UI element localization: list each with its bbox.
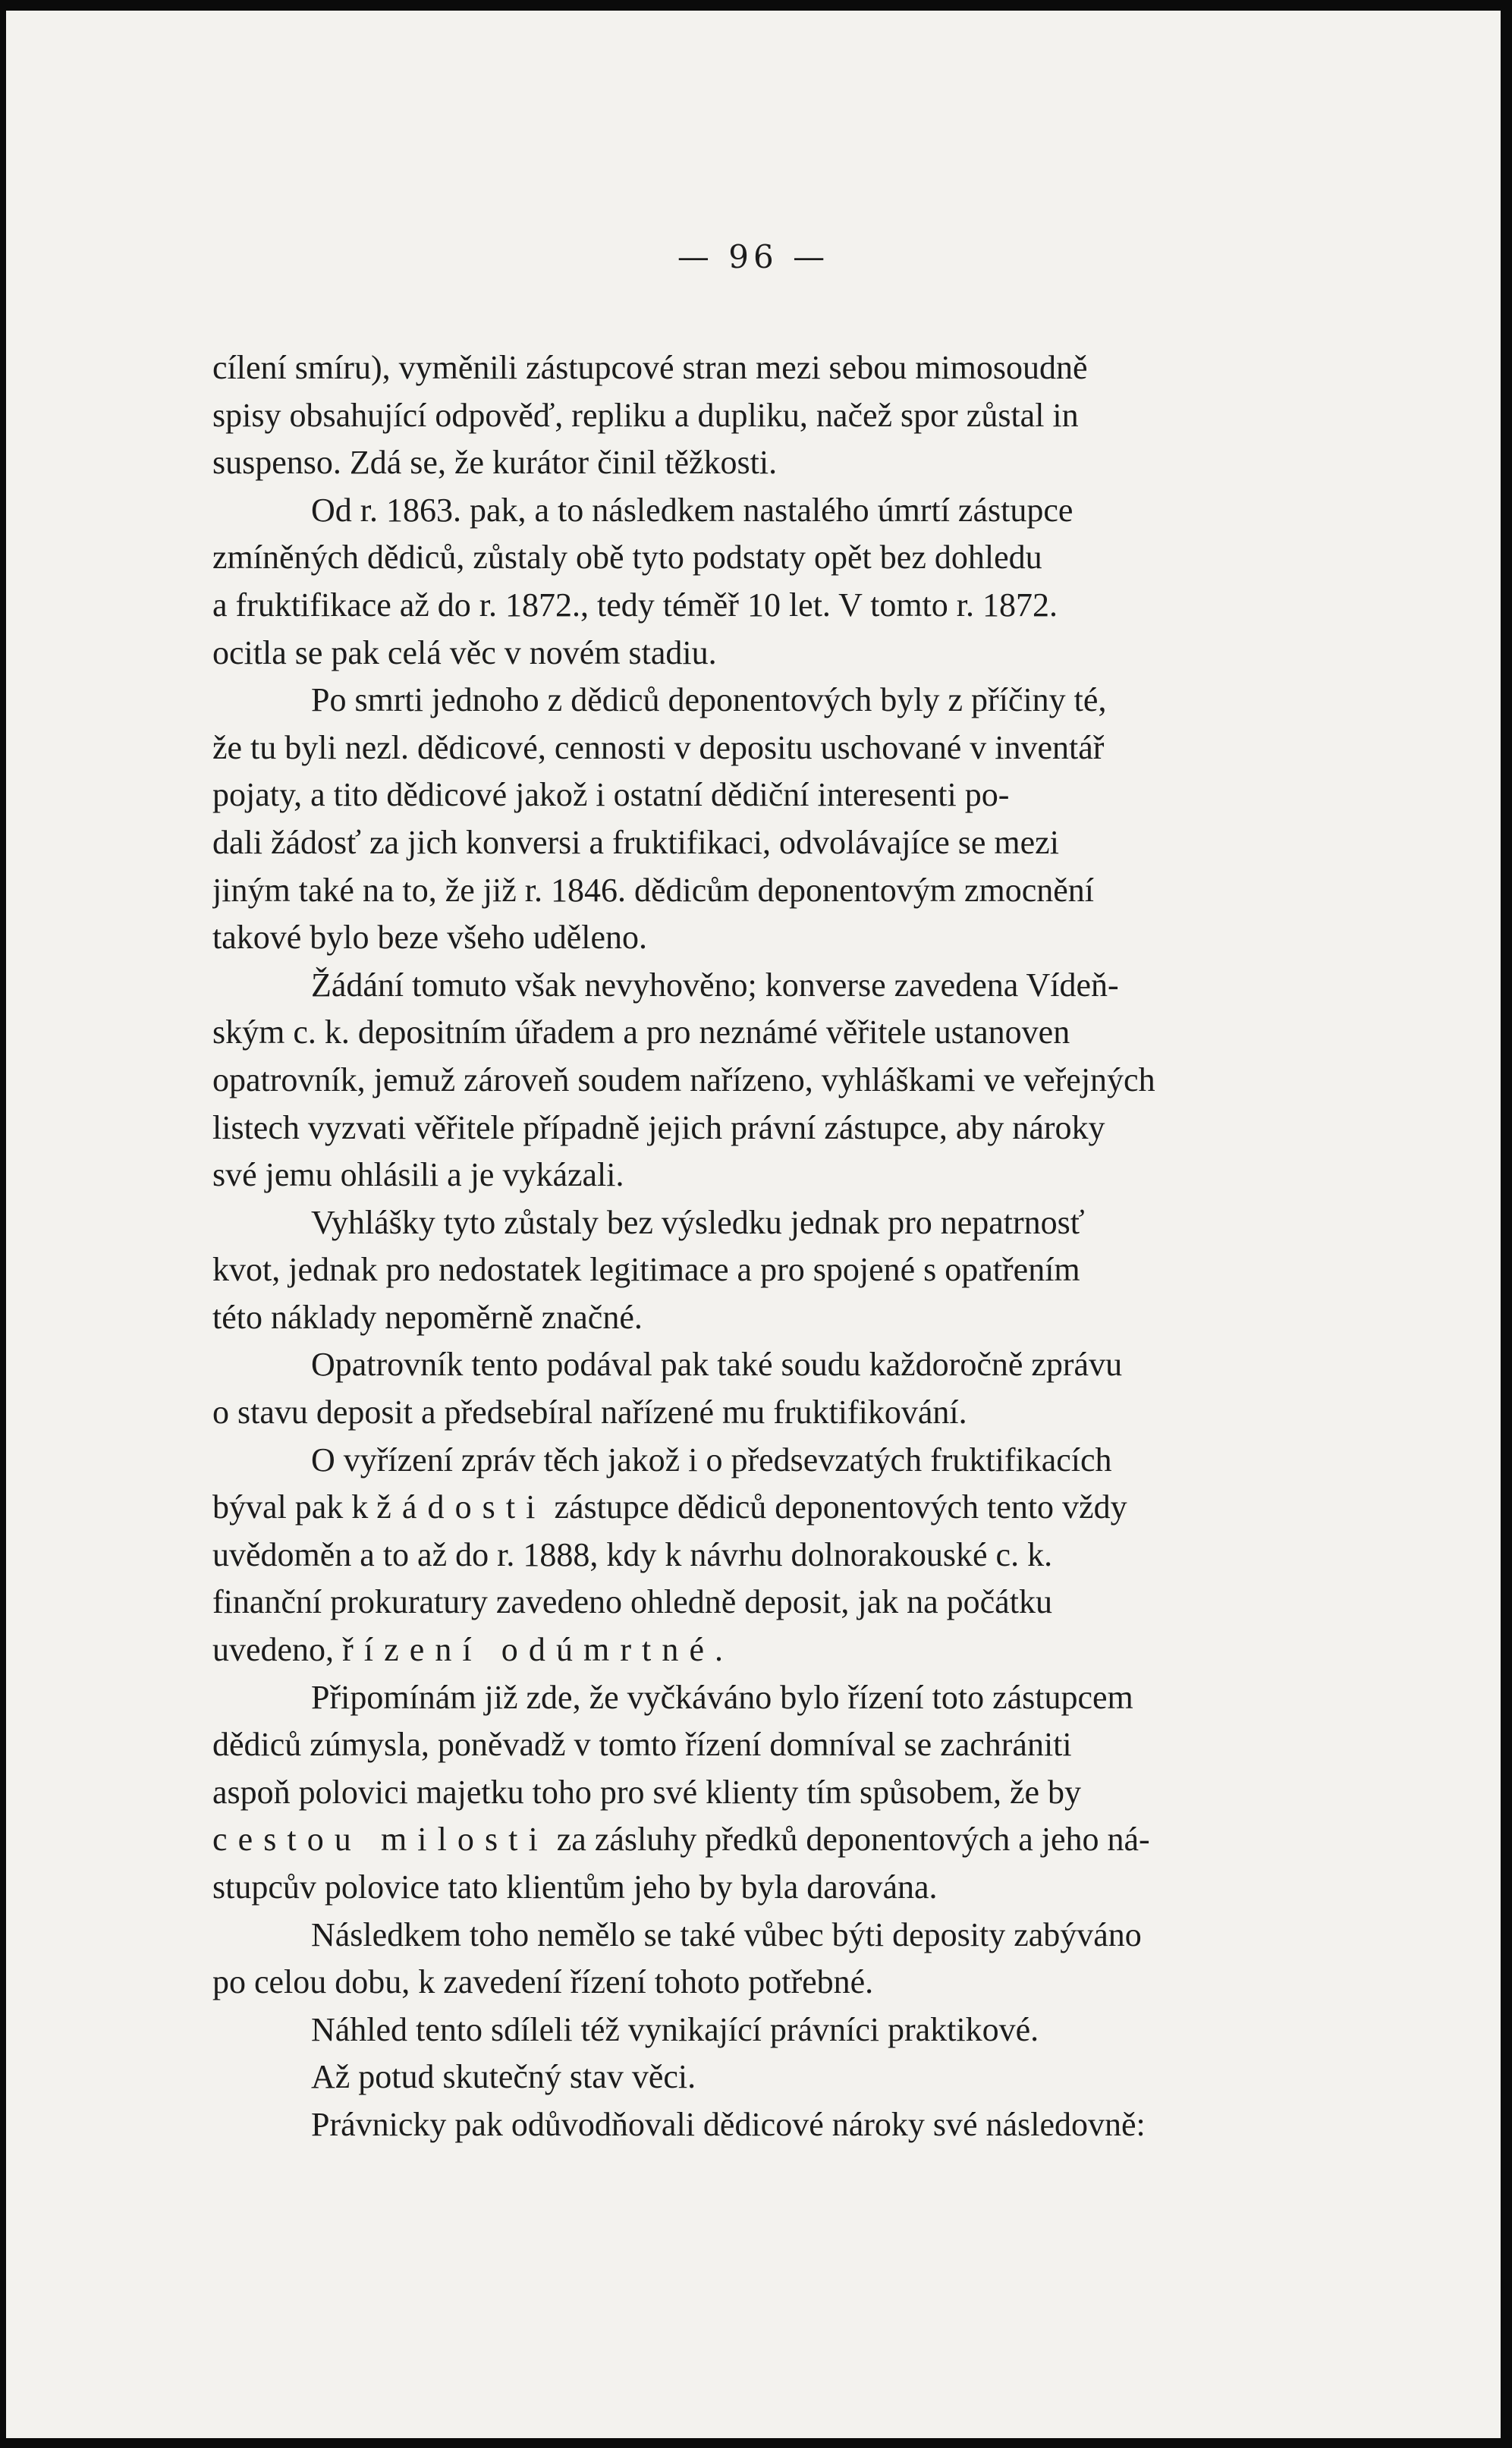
text-segment: uvedeno, (212, 1631, 335, 1669)
text-line: ocitla se pak celá věc v novém stadiu. (212, 633, 717, 671)
document-page (6, 11, 1501, 2438)
text-line: stupcův polovice tato klientům jeho by byla darována. (212, 1868, 938, 1906)
text-line: této náklady nepoměrně značné. (212, 1298, 643, 1336)
text-line: cílení smíru), vyměnili zástupcové stran mezi sebou mimosoudně (212, 349, 1088, 386)
text-line: listech vyzvati věřitele případně jejich právní zástupce, aby nároky (212, 1108, 1105, 1146)
text-line: jiným také na to, že již r. 1846. dědicům deponentovým zmocnění (212, 871, 1095, 909)
text-line: pojaty, a tito dědicové jakož i ostatní dědiční interesenti po- (212, 776, 1010, 814)
text-line: a fruktifikace až do r. 1872., tedy téměř 10 let. V tomto r. 1872. (212, 586, 1058, 624)
text-line: aspoň polovici majetku toho pro své klienty tím spůsobem, že by (212, 1773, 1082, 1811)
text-line: o stavu deposit a předsebíral nařízené mu fruktifikování. (212, 1394, 967, 1431)
spaced-emphasis: cestou milosti (212, 1821, 549, 1859)
text-line: opatrovník, jemuž zároveň soudem nařízeno, vyhláškami ve veřejných (212, 1061, 1155, 1098)
text-line: Připomínám již zde, že vyčkáváno bylo řízení toto zástupcem (311, 1678, 1133, 1716)
text-line: Náhled tento sdíleli též vynikající právníci praktikové. (311, 2010, 1039, 2048)
text-line: finanční prokuratury zavedeno ohledně deposit, jak na počátku (212, 1583, 1052, 1621)
text-line: Žádání tomuto však nevyhověno; konverse zavedena Vídeň- (311, 966, 1119, 1004)
text-line (212, 1626, 1335, 1674)
text-line: Opatrovník tento podával pak také soudu každoročně zprávu (311, 1346, 1123, 1384)
text-segment: zástupce dědiců deponentových tento vždy (554, 1488, 1127, 1526)
text-line: po celou dobu, k zavedení řízení tohoto potřebné. (212, 1963, 874, 2001)
text-line: kvot, jednak pro nedostatek legitimace a pro spojené s opatřením (212, 1251, 1080, 1289)
text-line: zmíněných dědiců, zůstaly obě tyto podstaty opět bez dohledu (212, 539, 1042, 577)
text-line: ským c. k. depositním úřadem a pro neznámé věřitele ustanoven (212, 1013, 1070, 1051)
text-line: dali žádosť za jich konversi a fruktifikaci, odvolávajíce se mezi (212, 823, 1059, 861)
text-line: Po smrti jednoho z dědiců deponentových byly z příčiny té, (311, 681, 1107, 719)
text-segment: býval pak k (212, 1488, 369, 1526)
text-line: že tu byli nezl. dědicové, cennosti v depositu uschované v inventář (212, 728, 1105, 766)
text-line: takové bylo beze všeho uděleno. (212, 919, 648, 957)
text-line: Až potud skutečný stav věci. (311, 2058, 696, 2096)
text-line: Následkem toho nemělo se také vůbec býti deposity zabýváno (311, 1915, 1142, 1953)
page-number: — 96 — (677, 238, 830, 275)
spaced-emphasis: řízení odúmrtné. (342, 1631, 734, 1669)
text-line: uvědoměn a to až do r. 1888, kdy k návrhu dolnorakouské c. k. (212, 1535, 1053, 1573)
text-line: Od r. 1863. pak, a to následkem nastalého úmrtí zástupce (311, 491, 1073, 529)
spaced-emphasis: žádosti (376, 1488, 546, 1526)
text-line: spisy obsahující odpověď, repliku a dupliku, načež spor zůstal in (212, 396, 1079, 434)
body-text (212, 344, 1335, 2149)
text-line: O vyřízení zpráv těch jakož i o předsevzatých fruktifikacích (311, 1441, 1112, 1479)
text-line (212, 1816, 1335, 1864)
text-segment: za zásluhy předků deponentových a jeho ná- (556, 1821, 1150, 1859)
text-line: dědiců zúmysla, poněvadž v tomto řízení domníval se zachrániti (212, 1726, 1072, 1764)
text-line: Vyhlášky tyto zůstaly bez výsledku jednak pro nepatrnosť (311, 1203, 1085, 1241)
text-line: své jemu ohlásili a je vykázali. (212, 1156, 624, 1194)
text-line: Právnicky pak odůvodňovali dědicové nároky své následovně: (311, 2105, 1146, 2143)
text-line (212, 1484, 1335, 1532)
text-line: suspenso. Zdá se, že kurátor činil těžkosti. (212, 444, 778, 482)
